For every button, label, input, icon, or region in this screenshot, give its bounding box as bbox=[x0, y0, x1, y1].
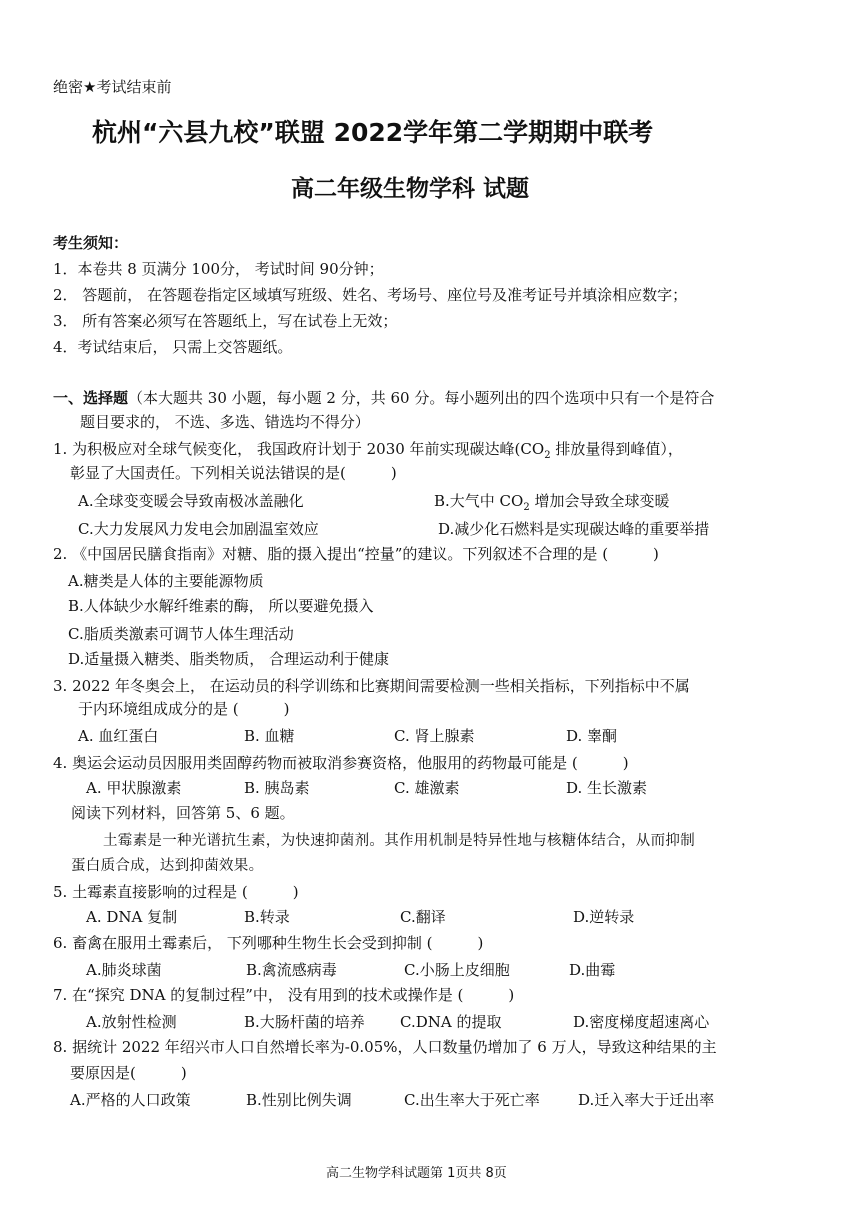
question-8-option-c: C.出生率大于死亡率 bbox=[404, 1091, 540, 1109]
question-5-stem: 5. 土霉素直接影响的过程是 ( ) bbox=[53, 883, 299, 901]
question-3-stem: 3. 2022 年冬奥会上， 在运动员的科学训练和比赛期间需要检测一些相关指标，下列指标中不属 bbox=[53, 677, 690, 695]
question-8-option-b: B.性别比例失调 bbox=[246, 1091, 352, 1109]
question-7-option-c: C.DNA 的提取 bbox=[400, 1013, 502, 1031]
page-footer: 高二生物学科试题第 1页共 8页 bbox=[326, 1166, 507, 1181]
question-6-option-a: A.肺炎球菌 bbox=[86, 961, 162, 979]
question-2-option-d: D.适量摄入糖类、脂类物质， 合理运动利于健康 bbox=[68, 650, 390, 668]
question-5-option-c: C.翻译 bbox=[400, 908, 446, 926]
notice-item: 3． 所有答案必须写在答题纸上，写在试卷上无效； bbox=[53, 312, 398, 330]
reading-passage-cont: 蛋白质合成，达到抑菌效果。 bbox=[71, 858, 264, 874]
question-8-option-a: A.严格的人口政策 bbox=[70, 1091, 191, 1109]
question-6-stem: 6. 畜禽在服用土霉素后， 下列哪种生物生长会受到抑制 ( ) bbox=[53, 934, 484, 952]
question-5-option-d: D.逆转录 bbox=[573, 908, 635, 926]
question-8-stem: 8. 据统计 2022 年绍兴市人口自然增长率为-0.05%，人口数量仍增加了 6 万人，导致这种结果的主 bbox=[53, 1038, 717, 1056]
question-1-option-c: C.大力发展风力发电会加剧温室效应 bbox=[78, 520, 319, 538]
question-7-option-d: D.密度梯度超速离心 bbox=[573, 1013, 710, 1031]
question-8-stem-cont: 要原因是( ) bbox=[70, 1064, 187, 1082]
question-1-option-d: D.减少化石燃料是实现碳达峰的重要举措 bbox=[438, 520, 710, 538]
question-4-option-b: B. 胰岛素 bbox=[244, 779, 310, 797]
question-1-option-b: B.大气中 $CO_2$ 增加会导致全球变暖 bbox=[434, 492, 670, 513]
reading-passage: 土霉素是一种光谱抗生素，为快速抑菌剂。其作用机制是特异性地与核糖体结合，从而抑制 bbox=[103, 833, 695, 849]
question-4-option-a: A. 甲状腺激素 bbox=[86, 779, 182, 797]
question-6-option-d: D.曲霉 bbox=[569, 961, 616, 979]
question-3-option-b: B. 血糖 bbox=[244, 727, 295, 745]
reading-intro: 阅读下列材料，回答第 5、6 题。 bbox=[71, 804, 295, 822]
question-6-option-b: B.禽流感病毒 bbox=[246, 961, 337, 979]
section-description: （本大题共 30 小题，每小题 2 分，共 60 分。每小题列出的四个选项中只有一个是符合 bbox=[128, 389, 715, 407]
notice-heading: 考生须知： bbox=[53, 234, 129, 252]
question-1-stem: 1. 为积极应对全球气候变化， 我国政府计划于 2030 年前实现碳达峰($CO_2$ 排放量得到峰值）， bbox=[53, 440, 683, 461]
question-3-stem-cont: 于内环境组成成分的是 ( ) bbox=[78, 700, 290, 718]
question-1-stem-cont: 彰显了大国责任。下列相关说法错误的是( ) bbox=[70, 464, 397, 482]
question-2-option-b: B.人体缺少水解纤维素的酶， 所以要避免摄入 bbox=[68, 597, 374, 615]
notice-item: 4．考试结束后， 只需上交答题纸。 bbox=[53, 338, 293, 356]
section-heading-line bbox=[53, 387, 714, 408]
notice-item: 1．本卷共 8 页满分 100分， 考试时间 90分钟； bbox=[53, 260, 384, 278]
notice-item: 2． 答题前， 在答题卷指定区域填写班级、姓名、考场号、座位号及准考证号并填涂相应数字； bbox=[53, 286, 688, 304]
question-5-option-a: A. DNA 复制 bbox=[86, 908, 178, 926]
section-description-cont: 题目要求的， 不选、多选、错选均不得分） bbox=[80, 413, 370, 431]
question-4-option-c: C. 雄激素 bbox=[394, 779, 460, 797]
question-3-option-a: A. 血红蛋白 bbox=[78, 727, 159, 745]
question-2-stem: 2. 《中国居民膳食指南》对糖、脂的摄入提出“控量”的建议。下列叙述不合理的是 ( ) bbox=[53, 545, 659, 563]
confidential-mark: 绝密★考试结束前 bbox=[53, 78, 172, 96]
question-1-option-a: A.全球变变暖会导致南极冰盖融化 bbox=[78, 492, 304, 510]
question-4-stem: 4. 奥运会运动员因服用类固醇药物而被取消参赛资格，他服用的药物最可能是 ( ) bbox=[53, 754, 629, 772]
question-2-option-a: A.糖类是人体的主要能源物质 bbox=[68, 572, 264, 590]
question-6-option-c: C.小肠上皮细胞 bbox=[404, 961, 510, 979]
question-4-option-d: D. 生长激素 bbox=[566, 779, 648, 797]
question-8-option-d: D.迁入率大于迁出率 bbox=[578, 1091, 715, 1109]
question-3-option-c: C. 肾上腺素 bbox=[394, 727, 475, 745]
question-2-option-c: C.脂质类激素可调节人体生理活动 bbox=[68, 625, 294, 643]
exam-title: 杭州“六县九校”联盟 2022学年第二学期期中联考 bbox=[92, 118, 654, 147]
section-heading: 一、选择题 bbox=[53, 389, 129, 407]
question-7-option-a: A.放射性检测 bbox=[86, 1013, 177, 1031]
exam-subtitle: 高二年级生物学科 试题 bbox=[291, 176, 530, 202]
question-7-stem: 7. 在“探究 DNA 的复制过程”中， 没有用到的技术或操作是 ( ) bbox=[53, 986, 515, 1004]
question-7-option-b: B.大肠杆菌的培养 bbox=[244, 1013, 365, 1031]
question-3-option-d: D. 睾酮 bbox=[566, 727, 618, 745]
question-5-option-b: B.转录 bbox=[244, 908, 290, 926]
